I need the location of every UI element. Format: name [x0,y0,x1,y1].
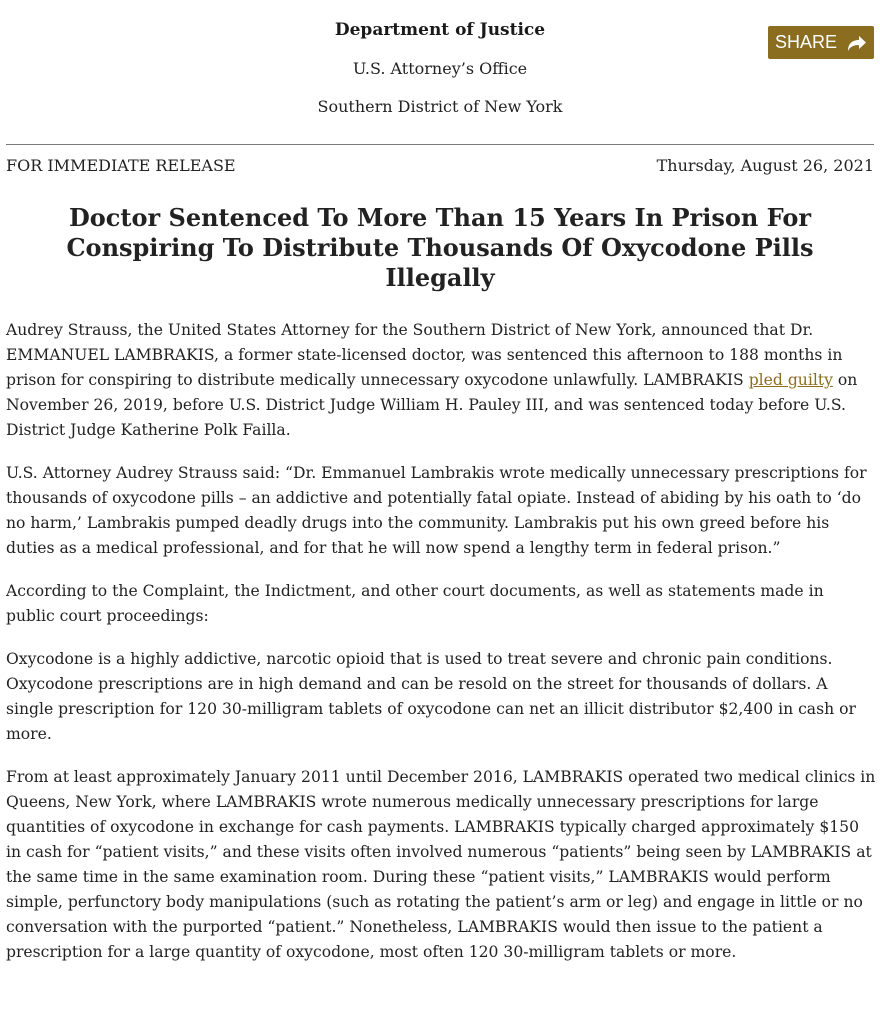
department-name: Department of Justice [334,20,546,40]
district-name: Southern District of New York [317,97,563,116]
paragraph-announcement-end: on November 26, 2019, before U.S. District Judge William H. Pauley III, and was sentenced today before U.S. District Judge Katherine Polk Failla. [6,371,858,439]
paragraph-announcement [6,318,876,443]
office-name: U.S. Attorney’s Office [352,59,528,78]
header-divider [6,144,874,145]
press-release-body [6,318,876,983]
paragraph-announcement-start: Audrey Strauss, the United States Attorney for the Southern District of New York, announced that Dr. EMMANUEL LAMBRAKIS, a former state-licensed doctor, was sentenced this afternoon to 188 months in prison for conspiring to distribute medically unnecessary oxycodone unlawfully. LAMBRAKIS [6,321,843,389]
paragraph-clinics: From at least approximately January 2011 until December 2016, LAMBRAKIS operated two medical clinics in Queens, New York, where LAMBRAKIS wrote numerous medically unnecessary prescriptions for large quantities of oxycodone in exchange for cash payments. LAMBRAKIS typically charged approximately $150 in cash for “patient visits,” and these visits often involved numerous “patients” being seen by LAMBRAKIS at the same time in the same examination room. During these “patient visits,” LAMBRAKIS would perform simple, perfunctory body manipulations (such as rotating the patient’s arm or leg) and engage in little or no conversation with the purported “patient.” Nonetheless, LAMBRAKIS would then issue to the patient a prescription for a large quantity of oxycodone, most often 120 30-milligram tablets or more. [6,768,876,961]
paragraph-oxycodone: Oxycodone is a highly addictive, narcotic opioid that is used to treat severe and chronic pain conditions. Oxycodone prescriptions are in high demand and can be resold on the street for thousands of dollars. A single prescription for 120 30-milligram tablets of oxycodone can net an illicit distributor $2,400 in cash or more. [6,650,856,743]
release-row [6,156,874,175]
share-button[interactable] [768,26,874,59]
paragraph-statement: U.S. Attorney Audrey Strauss said: “Dr. Emmanuel Lambrakis wrote medically unnecessary prescriptions for thousands of oxycodone pills – an addictive and potentially fatal opiate. Instead of abiding by his oath to ‘do no harm,’ Lambrakis pumped deadly drugs into the community. Lambrakis put his own greed before his duties as a medical professional, and for that he will now spend a lengthy term in federal prison.” [6,464,867,557]
share-label: SHARE [774,32,837,52]
pled-guilty-link[interactable]: pled guilty [748,371,833,389]
paragraph-sources: According to the Complaint, the Indictment, and other court documents, as well as statements made in public court proceedings: [6,582,824,625]
press-release-title: Doctor Sentenced To More Than 15 Years In Prison For Conspiring To Distribute Thousands Of Oxycodone Pills Illegally [66,203,814,292]
release-date: Thursday, August 26, 2021 [656,156,874,175]
release-label: FOR IMMEDIATE RELEASE [6,156,236,175]
share-arrow-icon [845,33,867,53]
